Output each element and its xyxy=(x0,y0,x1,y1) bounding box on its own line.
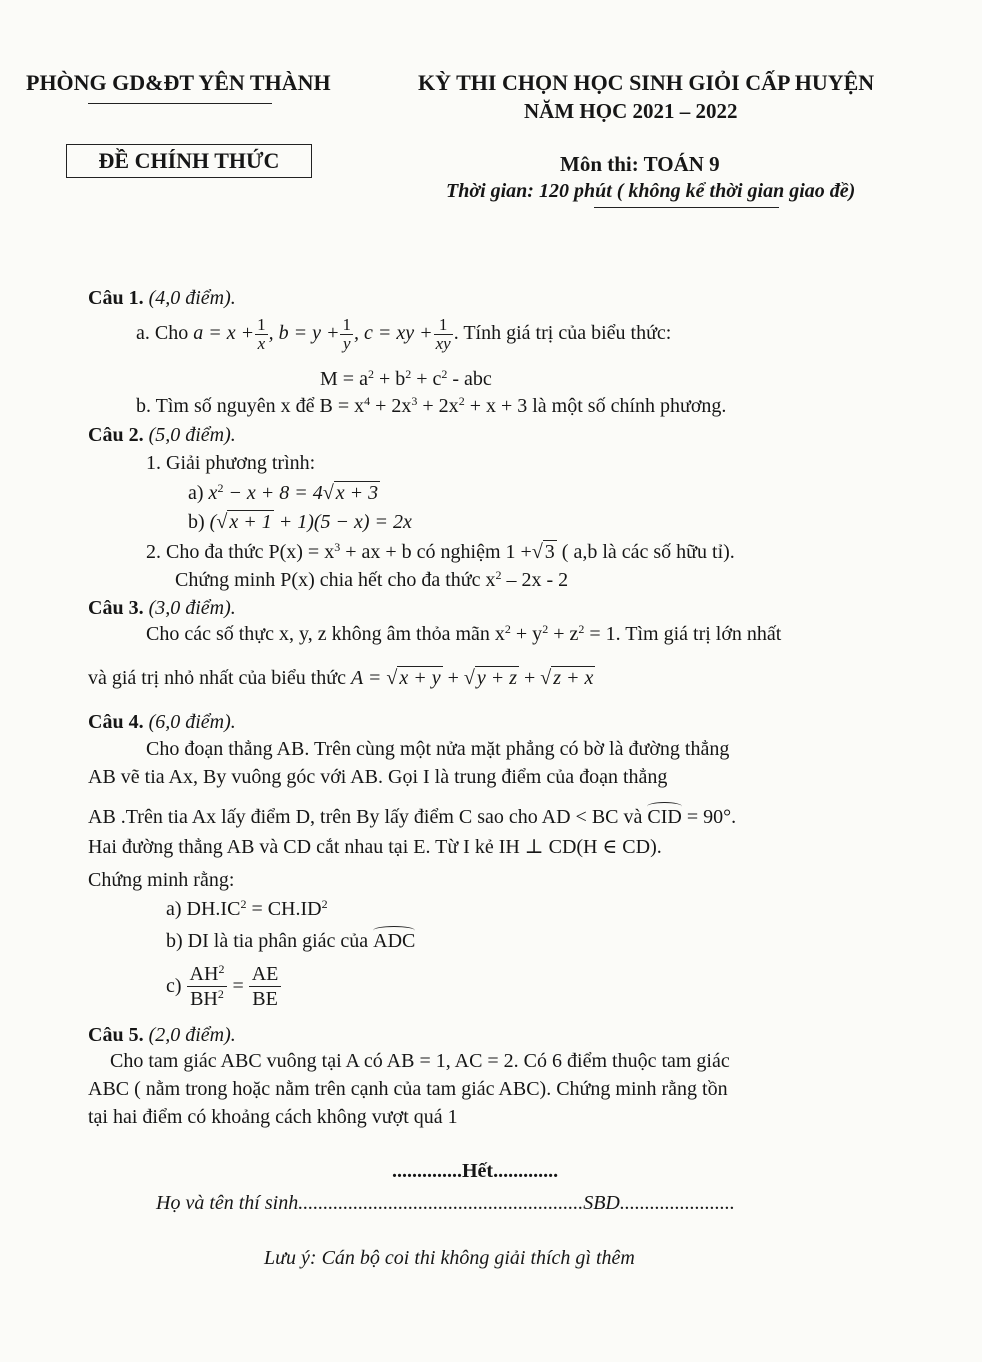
q1a-line xyxy=(136,316,671,353)
q4-line5: Chứng minh rằng: xyxy=(88,869,235,891)
q2-part2-line2: Chứng minh P(x) chia hết cho đa thức $x^2 - 2x - 2$ xyxy=(175,568,569,591)
q4a-line: a) $DH.IC^2 = CH.ID^2$ xyxy=(166,897,328,920)
proctor-note: Lưu ý: Cán bộ coi thi không giải thích gì thêm xyxy=(264,1247,635,1269)
q3-points: (3,0 điểm). xyxy=(148,597,236,619)
q2-heading xyxy=(88,424,236,447)
q3-line1: Cho các số thực x, y, z không âm thỏa mãn $x^2 + y^2 + z^2 = 1$. Tìm giá trị lớn nhất xyxy=(146,622,782,645)
q4b-line: b) DI là tia phân giác của ADC xyxy=(166,930,416,952)
angle-adc: ADC xyxy=(373,930,416,952)
frac-1-over-xy: $\frac{1}{xy}$ xyxy=(435,315,451,353)
subject: Môn thi: TOÁN 9 xyxy=(560,152,720,176)
q2-part2-line1: 2. Cho đa thức $P(x) = x^3$ + ax + b có nghiệm 1 +√ 3 ( a,b là các số hữu tỉ). xyxy=(146,540,735,563)
end-marker: ..............Hết............. xyxy=(392,1160,559,1182)
q4-line4: Hai đường thẳng AB và CD cắt nhau tại E. Từ I kẻ IH ⊥ CD(H ∈ CD). xyxy=(88,836,662,858)
school-year: NĂM HỌC 2021 – 2022 xyxy=(524,99,738,123)
q1a-expression: $M = a^2 + b^2 + c^2$ - abc xyxy=(320,367,492,390)
q1-heading xyxy=(88,287,236,310)
q5-points: (2,0 điểm). xyxy=(148,1024,236,1046)
q4c-line: c) $\frac{AH^2}{BH^2}$ = $\frac{AE}{BE}$ xyxy=(166,962,281,1011)
q4-title: Câu 4. xyxy=(88,711,144,733)
time-underline xyxy=(594,207,779,208)
q1b-line: b. Tìm số nguyên x để $B = x^4 + 2x^3 + 2x^2 + x + 3$ là một số chính phương. xyxy=(136,394,727,417)
q1-points: (4,0 điểm). xyxy=(148,287,236,309)
exam-title: KỲ THI CHỌN HỌC SINH GIỎI CẤP HUYỆN xyxy=(418,70,875,95)
q4-line1: Cho đoạn thẳng AB. Trên cùng một nửa mặt phẳng có bờ là đường thẳng xyxy=(146,738,730,760)
q1a-def-c: , c = xy + xyxy=(353,322,433,345)
q2-part1-label: 1. Giải phương trình: xyxy=(146,452,316,474)
q2-1a-equation: a) $x^2 - x + 8 = 4√$ x + 3 xyxy=(188,481,379,504)
q1a-label: a. xyxy=(136,322,150,345)
q1a-intro: Cho xyxy=(154,322,189,345)
angle-cid: CID xyxy=(647,806,682,828)
q5-title: Câu 5. xyxy=(88,1024,144,1046)
q2-1b-equation: b) (√ x + 1 + 1)(5 − x) = 2x xyxy=(188,511,412,533)
department-underline xyxy=(88,103,272,104)
q3-heading xyxy=(88,597,236,620)
q1a-task: . Tính giá trị của biểu thức: xyxy=(453,322,672,345)
frac-1-over-x: $\frac{1}{x}$ xyxy=(257,315,266,353)
q1-title: Câu 1. xyxy=(88,287,144,309)
q5-line2: ABC ( nằm trong hoặc nằm trên cạnh của tam giác ABC). Chứng minh rằng tồn xyxy=(88,1078,728,1100)
q4-line2: AB vẽ tia Ax, By vuông góc với AB. Gọi I là trung điểm của đoạn thẳng xyxy=(88,766,668,788)
official-label-box: ĐỀ CHÍNH THỨC xyxy=(66,144,312,178)
frac-ae-be: $\frac{AE}{BE}$ xyxy=(249,962,282,1011)
q2-title: Câu 2. xyxy=(88,424,144,446)
frac-1-over-y: $\frac{1}{y}$ xyxy=(342,315,351,353)
exam-time: Thời gian: 120 phút ( không kể thời gian giao đề) xyxy=(446,180,856,202)
q3-title: Câu 3. xyxy=(88,597,144,619)
q5-heading xyxy=(88,1024,236,1047)
q1a-def-a: a = x + xyxy=(193,322,255,345)
q4-points: (6,0 điểm). xyxy=(148,711,236,733)
candidate-info-line: Họ và tên thí sinh.........................................................SBD....................... xyxy=(156,1192,735,1214)
department-name: PHÒNG GD&ĐT YÊN THÀNH xyxy=(26,70,331,95)
q2-points: (5,0 điểm). xyxy=(148,424,236,446)
q1a-def-b: , b = y + xyxy=(268,322,340,345)
q4-line3: AB .Trên tia Ax lấy điểm D, trên By lấy điểm C sao cho AD < BC và CID = 90°. xyxy=(88,806,737,828)
q4-heading xyxy=(88,711,236,734)
q5-line1: Cho tam giác ABC vuông tại A có AB = 1, AC = 2. Có 6 điểm thuộc tam giác xyxy=(110,1050,730,1072)
q3-line2: và giá trị nhỏ nhất của biểu thức A = √ x + y + √ y + z + √ z + x xyxy=(88,667,594,689)
q5-line3: tại hai điểm có khoảng cách không vượt quá 1 xyxy=(88,1106,458,1128)
frac-ah2-bh2: $\frac{AH^2}{BH^2}$ xyxy=(187,962,228,1011)
